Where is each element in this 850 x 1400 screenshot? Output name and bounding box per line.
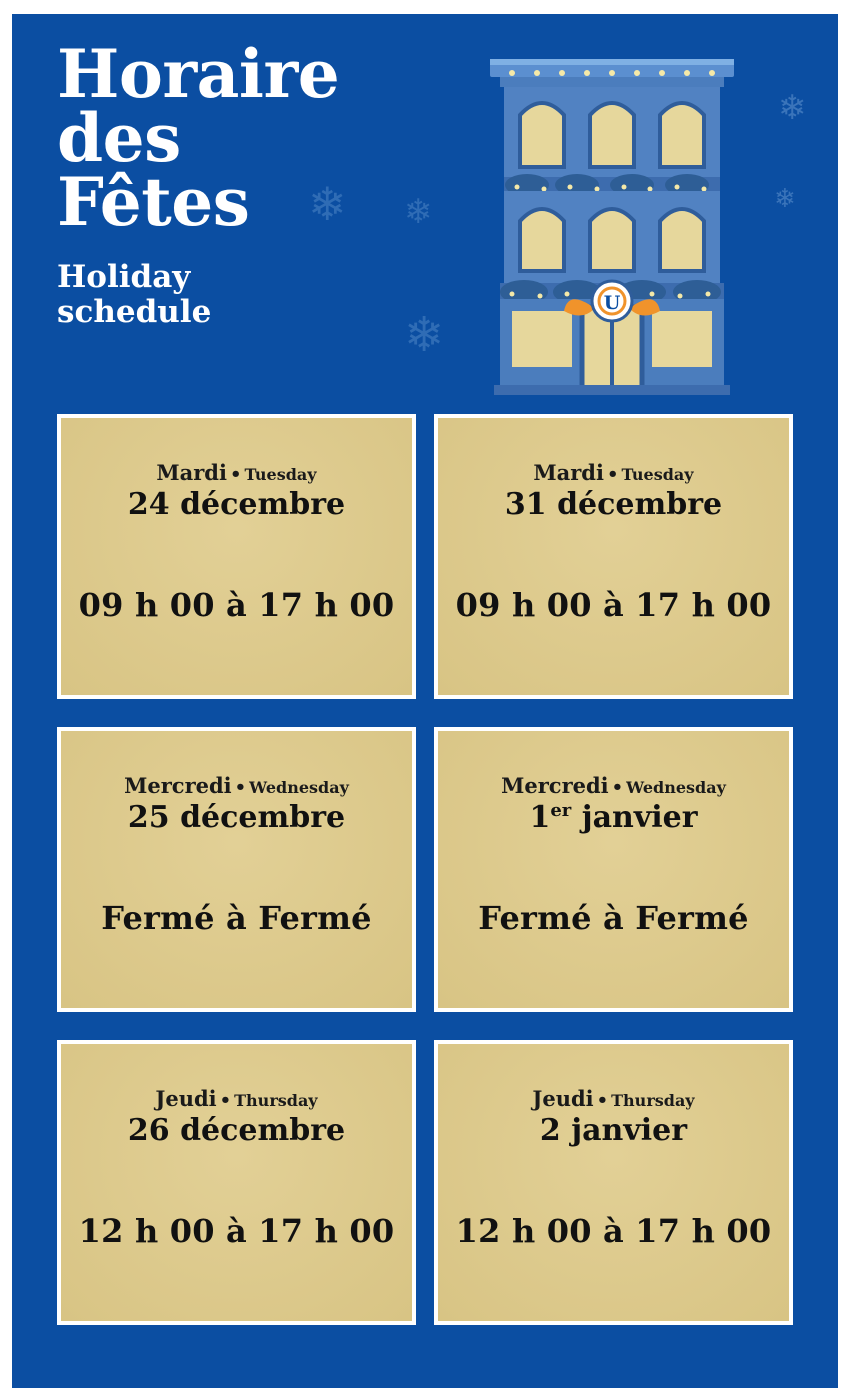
day-name-en: Thursday bbox=[611, 1091, 695, 1110]
day-name-en: Tuesday bbox=[244, 465, 317, 484]
day-name-fr: Jeudi bbox=[532, 1086, 594, 1111]
page-title bbox=[57, 35, 437, 242]
separator-dot: • bbox=[596, 1090, 609, 1111]
day-name-en: Wednesday bbox=[249, 778, 349, 797]
hours-label: 12 h 00 à 17 h 00 bbox=[455, 1212, 772, 1250]
day-line bbox=[533, 460, 693, 485]
day-line bbox=[156, 460, 316, 485]
snowflake-icon: ❄ bbox=[404, 309, 445, 362]
date-label: 26 décembre bbox=[127, 1113, 346, 1148]
schedule-card bbox=[57, 1040, 416, 1325]
date-label: 25 décembre bbox=[127, 800, 346, 835]
hours-label: Fermé à Fermé bbox=[101, 899, 372, 937]
title-line-1: Horaire bbox=[57, 35, 340, 113]
snowflake-icon: ❄ bbox=[404, 194, 433, 231]
day-name-fr: Mercredi bbox=[124, 773, 232, 798]
schedule-card bbox=[57, 414, 416, 699]
schedule-card bbox=[434, 414, 793, 699]
date-label: 2 janvier bbox=[539, 1113, 688, 1148]
schedule-grid bbox=[57, 414, 793, 1325]
day-line bbox=[501, 773, 726, 798]
date-number: 1er janvier bbox=[529, 800, 698, 835]
day-name-fr: Mardi bbox=[156, 460, 227, 485]
snowflake-icon: ❄ bbox=[774, 184, 796, 213]
title-line-3: Fêtes bbox=[57, 163, 250, 242]
schedule-card bbox=[434, 1040, 793, 1325]
schedule-card bbox=[434, 727, 793, 1012]
day-name-en: Tuesday bbox=[621, 465, 694, 484]
subtitle-line-1: Holiday bbox=[57, 259, 191, 296]
snowflake-icon: ❄ bbox=[308, 179, 347, 230]
snowflake-icon: ❄ bbox=[778, 90, 807, 127]
hours-label: 09 h 00 à 17 h 00 bbox=[455, 586, 772, 624]
hours-label: Fermé à Fermé bbox=[478, 899, 749, 937]
title-line-2: des bbox=[57, 99, 181, 178]
date-label: 24 décembre bbox=[127, 487, 346, 522]
day-name-en: Thursday bbox=[234, 1091, 318, 1110]
title-block bbox=[57, 35, 437, 330]
day-line bbox=[124, 773, 349, 798]
day-line bbox=[532, 1086, 694, 1111]
page-subtitle bbox=[57, 260, 437, 329]
hours-label: 12 h 00 à 17 h 00 bbox=[78, 1212, 395, 1250]
date-label: 31 décembre bbox=[504, 487, 723, 522]
day-name-fr: Mardi bbox=[533, 460, 604, 485]
poster-background bbox=[12, 14, 838, 1388]
day-name-en: Wednesday bbox=[626, 778, 726, 797]
separator-dot: • bbox=[219, 1090, 232, 1111]
svg-text:U: U bbox=[603, 292, 621, 314]
storefront-illustration bbox=[482, 49, 742, 399]
date-label bbox=[529, 800, 697, 835]
hours-label: 09 h 00 à 17 h 00 bbox=[78, 586, 395, 624]
poster-header bbox=[12, 14, 838, 414]
schedule-card bbox=[57, 727, 416, 1012]
day-name-fr: Jeudi bbox=[155, 1086, 217, 1111]
separator-dot: • bbox=[229, 464, 242, 485]
day-name-fr: Mercredi bbox=[501, 773, 609, 798]
separator-dot: • bbox=[606, 464, 619, 485]
separator-dot: • bbox=[234, 777, 247, 798]
subtitle-line-2: schedule bbox=[57, 293, 212, 330]
day-line bbox=[155, 1086, 317, 1111]
separator-dot: • bbox=[611, 777, 624, 798]
